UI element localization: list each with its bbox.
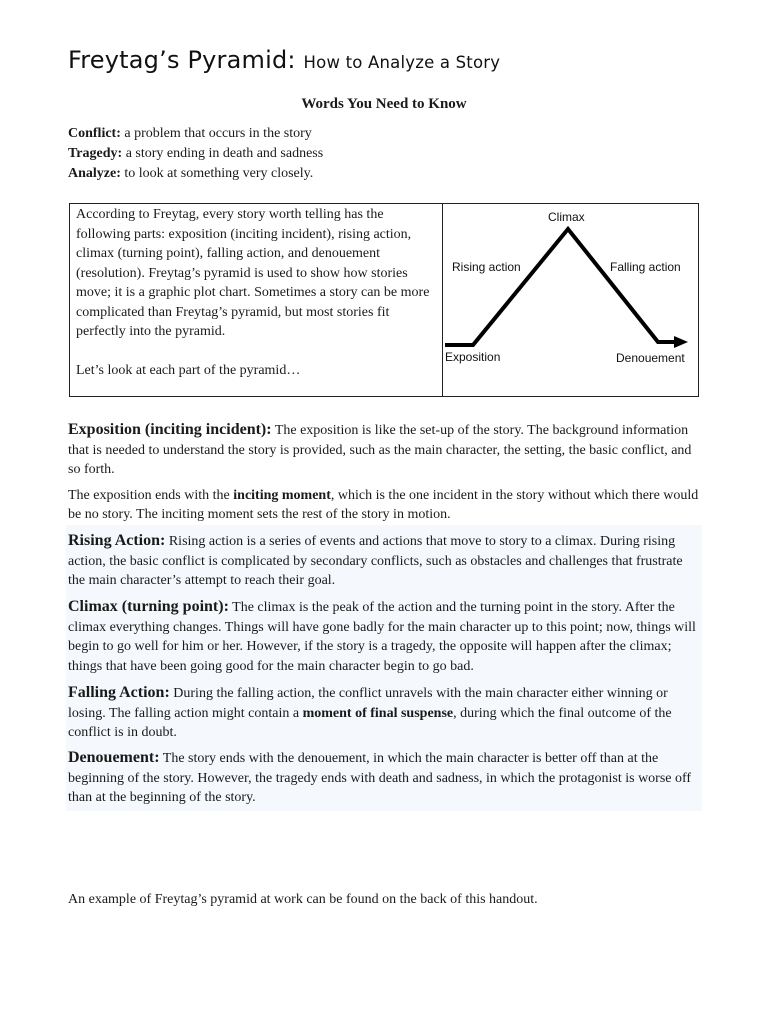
title-main: Freytag’s Pyramid: <box>68 46 296 74</box>
section-exposition <box>68 420 702 525</box>
intro-paragraph: According to Freytag, every story worth telling has the following parts: exposition (inciting incident), rising action, climax (turning point), falling action, and denouement (resolution). Freytag’s pyramid is used to show how stories move; it is a graphic plot chart. Sometimes a story can be more complicated than Freytag’s pyramid, but most stories fit perfectly into the pyramid. <box>76 207 430 339</box>
vocab-definition: a story ending in death and sadness <box>122 146 324 161</box>
exposition-text: The exposition is like the set-up of the story. The background information that is needed to understand the story is provided, such as the main character, the setting, the basic conflict, and so forth. <box>68 423 692 477</box>
title-subtitle: How to Analyze a Story <box>303 53 501 72</box>
vocab-term: Conflict: <box>68 126 121 141</box>
vocab-item-conflict <box>68 124 323 144</box>
page-title <box>68 46 500 74</box>
exposition-p2-pre: The exposition ends with the <box>68 487 234 503</box>
vocab-term: Tragedy: <box>68 146 123 161</box>
term-exposition: Exposition (inciting incident): <box>68 421 272 438</box>
exposition-p2-post: , which is the one incident in the story without which there would be no story. The inciting moment sets the rest of the story in motion. <box>68 487 699 522</box>
climax-text: The climax is the peak of the action and the turning point in the story. After the climax everything changes. Things will have gone badly for the main character up to this point; now, things will begin to go well for him or her. However, if the story is a tragedy, the opposite will happen after the climax; things that have been going good for the main character begin to go bad. <box>68 600 696 674</box>
label-falling-action: Falling action <box>610 260 681 274</box>
term-denouement: Denouement: <box>68 749 160 766</box>
section-falling-action <box>68 683 702 743</box>
section-rising-action <box>68 531 702 591</box>
intro-box <box>69 203 699 397</box>
intro-paragraph-2: Let’s look at each part of the pyramid… <box>76 363 301 378</box>
section-climax <box>68 597 702 676</box>
inciting-moment-term: inciting moment <box>233 487 331 503</box>
section-heading: Words You Need to Know <box>301 96 467 112</box>
vocab-definition: to look at something very closely. <box>120 166 314 181</box>
term-climax: Climax (turning point): <box>68 598 229 615</box>
section-denouement <box>68 748 702 808</box>
term-rising-action: Rising Action: <box>68 532 166 549</box>
vocab-item-analyze <box>68 164 323 184</box>
arrow-head <box>674 336 688 348</box>
vocab-term: Analyze: <box>68 166 121 181</box>
pyramid-line <box>445 229 675 345</box>
label-exposition: Exposition <box>445 350 501 364</box>
label-rising-action: Rising action <box>452 260 521 274</box>
final-suspense-term: moment of final suspense <box>302 705 454 721</box>
vocab-definition: a problem that occurs in the story <box>120 126 312 141</box>
intro-text <box>76 205 440 381</box>
vocabulary-list <box>68 124 323 184</box>
footer-note: An example of Freytag’s pyramid at work can be found on the back of this handout. <box>68 892 538 907</box>
falling-action-pre: During the falling action, the conflict unravels with the main character either winning or losing. The falling action might contain a <box>68 686 668 721</box>
pyramid-diagram <box>443 204 699 396</box>
label-climax: Climax <box>548 210 585 224</box>
rising-action-text: Rising action is a series of events and actions that move to story to a climax. During rising action, the basic conflict is complicated by secondary conflicts, such as obstacles and challenges that frustrate the main character’s attempt to reach their goal. <box>68 534 683 588</box>
term-falling-action: Falling Action: <box>68 684 170 701</box>
label-denouement: Denouement <box>616 351 685 365</box>
denouement-text: The story ends with the denouement, in which the main character is better off than at the beginning of the story. However, the tragedy ends with death and sadness, in which the protagonist is worse off than at the beginning of the story. <box>68 751 692 805</box>
falling-action-post: , during which the final outcome of the conflict is in doubt. <box>68 705 672 740</box>
vocab-item-tragedy <box>68 144 323 164</box>
